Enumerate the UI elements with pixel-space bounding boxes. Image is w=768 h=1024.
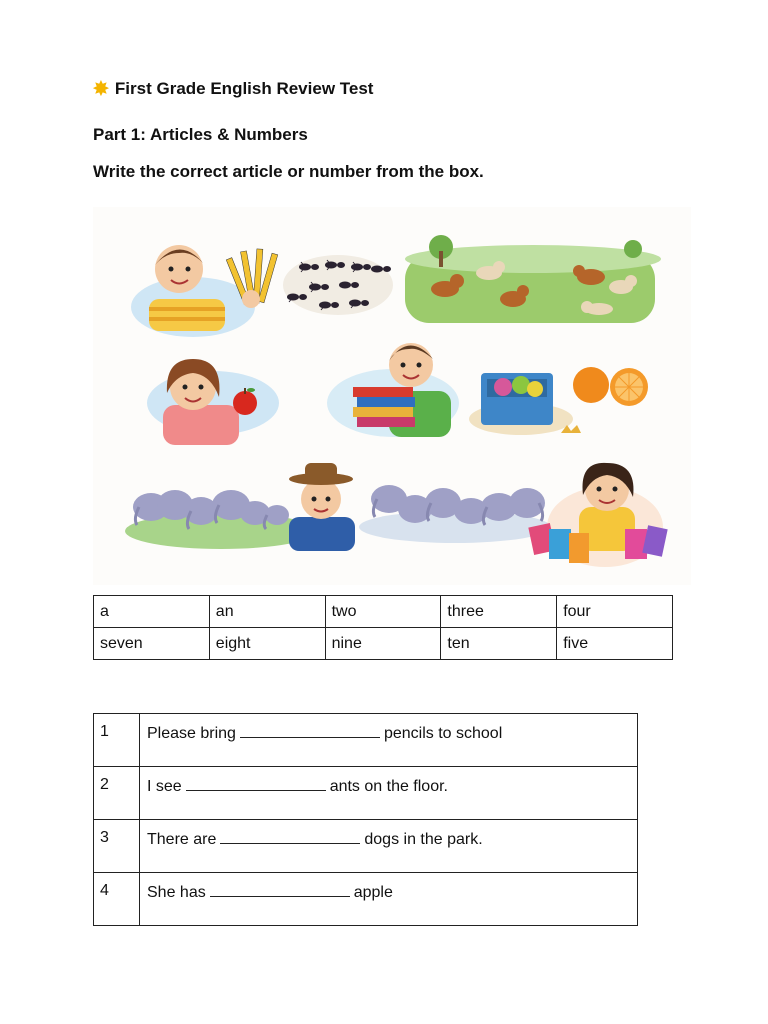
question-row [94, 714, 638, 767]
girl-with-apple-illustration [147, 359, 279, 445]
illustration-panel [93, 207, 691, 585]
answer-blank[interactable] [240, 723, 380, 738]
word-box-table [93, 595, 673, 660]
question-before: She has [147, 884, 206, 901]
word-box-cell: three [441, 596, 557, 628]
dogs-in-park-illustration [405, 235, 661, 323]
question-number: 3 [94, 820, 140, 873]
illustration-svg [93, 207, 691, 585]
word-box-row [94, 628, 673, 660]
girl-with-shopping-bags-illustration [528, 463, 667, 567]
instruction-text: Write the correct article or number from the box. [93, 162, 484, 181]
answer-blank[interactable] [210, 882, 350, 897]
word-box-cell: two [325, 596, 441, 628]
questions-table [93, 713, 638, 926]
question-text [140, 714, 638, 767]
title-text: First Grade English Review Test [114, 79, 374, 98]
answer-blank[interactable] [186, 776, 326, 791]
question-after: ants on the floor. [329, 778, 448, 795]
word-box-cell: seven [94, 628, 210, 660]
part-heading: Part 1: Articles & Numbers [93, 125, 308, 144]
star-icon: ✸ [93, 78, 109, 100]
word-box-cell: ten [441, 628, 557, 660]
page-title [93, 79, 373, 99]
word-box-cell: a [94, 596, 210, 628]
elephants-group-left-illustration [125, 490, 317, 549]
question-number: 2 [94, 767, 140, 820]
ants-illustration [283, 255, 393, 315]
boy-with-pencils-illustration [131, 245, 278, 337]
word-box-cell: eight [209, 628, 325, 660]
word-box-cell: five [557, 628, 673, 660]
question-row [94, 767, 638, 820]
question-text [140, 820, 638, 873]
elephants-group-right-illustration [359, 485, 551, 543]
word-box-cell: four [557, 596, 673, 628]
question-after: apple [353, 884, 393, 901]
question-before: Please bring [147, 725, 236, 742]
oranges-illustration [561, 367, 648, 433]
question-text [140, 767, 638, 820]
answer-blank[interactable] [220, 829, 360, 844]
question-after: pencils to school [383, 725, 503, 742]
question-number: 1 [94, 714, 140, 767]
question-before: There are [147, 831, 217, 848]
question-text [140, 873, 638, 926]
question-row [94, 873, 638, 926]
question-number: 4 [94, 873, 140, 926]
word-box-row [94, 596, 673, 628]
question-row [94, 820, 638, 873]
word-box-cell: nine [325, 628, 441, 660]
man-with-hat-illustration [289, 463, 355, 551]
box-with-apples-illustration [469, 373, 573, 435]
question-after: dogs in the park. [364, 831, 483, 848]
boy-with-books-illustration [327, 343, 459, 437]
word-box-cell: an [209, 596, 325, 628]
question-before: I see [147, 778, 182, 795]
